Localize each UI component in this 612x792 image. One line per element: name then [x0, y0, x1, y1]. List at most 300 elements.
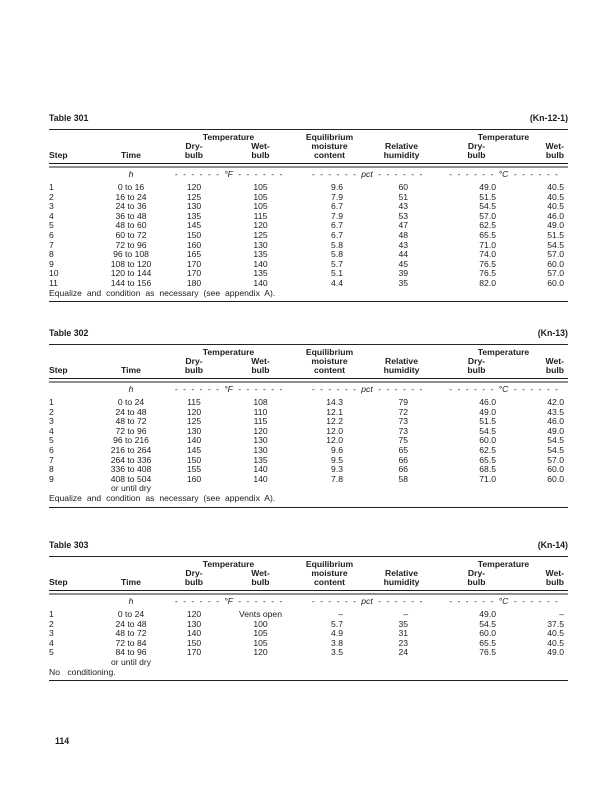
cell-emc: 12.1 [326, 406, 343, 417]
cell-rh: 43 [398, 239, 408, 250]
cell-step: 4 [49, 210, 54, 221]
header-step: Step [49, 150, 68, 160]
cell-dry-bulb-c: 54.5 [479, 618, 496, 629]
cell-dry-bulb-c: 60.0 [479, 628, 496, 639]
cell-step: 2 [49, 191, 54, 202]
cell-rh: 73 [398, 425, 408, 436]
cell-wet-bulb-f: 115 [253, 210, 268, 221]
cell-dry-bulb-c: 76.5 [479, 647, 496, 658]
header-content: content [313, 365, 346, 375]
cell-dry-bulb-c: 71.0 [479, 473, 496, 484]
cell-dry-bulb-f: 170 [186, 268, 202, 279]
cell-step: 9 [49, 258, 54, 269]
cell-time: 48 to 72 [115, 628, 147, 639]
table-body [49, 610, 568, 658]
cell-rh: 75 [398, 435, 408, 446]
header-temperature-f: Temperature [202, 347, 255, 357]
cell-step: 3 [49, 628, 54, 639]
cell-emc: 9.5 [331, 454, 343, 465]
header-relative: Relative [385, 141, 418, 151]
table-title: Table 302 [49, 328, 89, 338]
cell-wet-bulb-f: 140 [253, 258, 268, 269]
header-equilibrium: Equilibrium [305, 347, 354, 357]
table-title: Table 303 [49, 540, 89, 550]
header-time: Time [121, 365, 141, 375]
table-header [49, 348, 568, 375]
cell-wet-bulb-f: 105 [253, 201, 268, 212]
cell-step: 4 [49, 637, 54, 648]
header-temperature-c: Temperature [477, 559, 530, 569]
cell-rh: – [403, 609, 408, 619]
cell-time: 336 to 408 [110, 464, 152, 475]
cell-step: 5 [49, 435, 54, 446]
cell-wet-bulb-f: 140 [253, 277, 268, 288]
cell-rh: 66 [398, 464, 408, 475]
cell-wet-bulb-f: 120 [253, 425, 268, 436]
header-bulb-c-wet: bulb [545, 150, 564, 160]
cell-wet-bulb-f: 105 [253, 628, 268, 639]
cell-emc: 12.0 [326, 435, 343, 446]
cell-rh: 23 [398, 637, 408, 648]
cell-dry-bulb-f: 165 [186, 249, 202, 260]
header-dry-f: Dry- [185, 141, 203, 151]
cell-dry-bulb-f: 150 [186, 454, 202, 465]
cell-emc: 7.9 [331, 191, 343, 202]
header-moisture: moisture [311, 568, 348, 578]
cell-dry-bulb-f: 120 [186, 609, 202, 619]
cell-dry-bulb-f: 120 [186, 182, 202, 192]
cell-step: 8 [49, 464, 54, 475]
header-relative: Relative [385, 356, 418, 366]
rule-header [49, 590, 568, 595]
cell-rh: 60 [398, 182, 408, 192]
cell-wet-bulb-c: 60.0 [547, 277, 564, 288]
cell-rh: 48 [398, 229, 408, 240]
cell-wet-bulb-f: 105 [253, 182, 268, 192]
rule-top [49, 556, 568, 557]
cell-emc: 4.9 [331, 628, 343, 639]
header-dry-c: Dry- [467, 356, 486, 366]
unit-row [49, 170, 568, 179]
cell-time: 84 to 96 [115, 647, 147, 658]
cell-dry-bulb-c: 51.5 [479, 191, 496, 202]
cell-dry-bulb-c: 49.0 [479, 182, 496, 192]
cell-wet-bulb-f: 105 [253, 637, 268, 648]
unit-hours: h [128, 384, 134, 394]
cell-rh: 58 [398, 473, 408, 484]
cell-wet-bulb-c: 49.0 [547, 425, 564, 436]
table-title-row [49, 329, 568, 338]
cell-step: 1 [49, 609, 54, 619]
header-humidity: humidity [383, 365, 420, 375]
cell-rh: 43 [398, 201, 408, 212]
cell-rh: 66 [398, 454, 408, 465]
header-bulb-f-wet: bulb [251, 577, 270, 587]
header-time: Time [121, 577, 141, 587]
cell-wet-bulb-c: 57.0 [547, 268, 564, 279]
cell-step: 6 [49, 229, 54, 240]
cell-time: 96 to 108 [113, 249, 149, 260]
unit-fahrenheit: - - - - - - °F - - - - - - [174, 384, 283, 394]
continuation-row [49, 658, 568, 668]
cell-step: 7 [49, 239, 54, 250]
rule-header [49, 378, 568, 383]
cell-rh: 53 [398, 210, 408, 221]
cell-wet-bulb-c: 40.5 [547, 182, 564, 192]
unit-celsius: - - - - - - °C - - - - - - [449, 596, 558, 606]
cell-wet-bulb-f: 108 [253, 397, 268, 407]
rule-bottom [49, 301, 568, 302]
cell-step: 9 [49, 473, 54, 484]
cell-wet-bulb-c: 57.0 [547, 454, 564, 465]
cell-dry-bulb-c: 65.5 [479, 637, 496, 648]
header-bulb-f-wet: bulb [251, 365, 270, 375]
cell-time: 72 to 84 [115, 637, 147, 648]
cell-dry-bulb-f: 160 [186, 239, 202, 250]
header-humidity: humidity [383, 150, 420, 160]
cell-rh: 35 [398, 277, 408, 288]
cell-wet-bulb-f: 135 [253, 249, 268, 260]
cell-wet-bulb-f: 140 [253, 464, 268, 475]
header-dry-c: Dry- [467, 141, 486, 151]
cell-dry-bulb-f: 130 [186, 425, 202, 436]
unit-celsius: - - - - - - °C - - - - - - [449, 169, 558, 179]
cell-time: 0 to 24 [117, 609, 145, 619]
header-wet-c: Wet- [545, 141, 564, 151]
cell-dry-bulb-f: 150 [186, 637, 202, 648]
cell-dry-bulb-c: 82.0 [479, 277, 496, 288]
cell-dry-bulb-f: 130 [186, 201, 202, 212]
cell-step: 11 [49, 277, 58, 288]
cell-emc: 5.8 [331, 239, 343, 250]
cell-wet-bulb-f: 100 [253, 618, 268, 629]
table-footnote: No conditioning. [49, 666, 116, 677]
cell-wet-bulb-c: – [559, 609, 564, 619]
cell-dry-bulb-f: 140 [186, 628, 202, 639]
cell-rh: 72 [398, 406, 408, 417]
cell-dry-bulb-c: 62.5 [479, 220, 496, 231]
header-temperature-f: Temperature [202, 132, 255, 142]
cell-dry-bulb-c: 54.5 [479, 201, 496, 212]
cell-time: 24 to 48 [115, 406, 147, 417]
cell-dry-bulb-c: 62.5 [479, 444, 496, 455]
table-footnote: Equalize and condition as necessary (see appendix A). [49, 287, 276, 298]
cell-step: 10 [49, 268, 59, 279]
unit-hours: h [128, 596, 134, 606]
cell-rh: 47 [398, 220, 408, 231]
cell-emc: 4.4 [331, 277, 343, 288]
cell-emc: 6.7 [331, 201, 343, 212]
unit-row [49, 597, 568, 606]
cell-step: 7 [49, 454, 54, 465]
table-title-row [49, 541, 568, 550]
cell-dry-bulb-f: 150 [186, 229, 202, 240]
cell-step: 2 [49, 406, 54, 417]
header-moisture: moisture [311, 356, 348, 366]
cell-time: 24 to 36 [115, 201, 147, 212]
cell-dry-bulb-f: 125 [186, 191, 202, 202]
cell-wet-bulb-c: 51.5 [547, 229, 564, 240]
cell-time: 144 to 156 [110, 277, 152, 288]
header-bulb-f-wet: bulb [251, 150, 270, 160]
header-dry-f: Dry- [185, 356, 203, 366]
cell-wet-bulb-c: 37.5 [547, 618, 564, 629]
unit-percent: - - - - - - pct - - - - - - [311, 596, 423, 606]
cell-time: 120 to 144 [110, 268, 152, 279]
cell-wet-bulb-f: 110 [253, 406, 268, 417]
cell-emc: 6.7 [331, 229, 343, 240]
cell-dry-bulb-c: 65.5 [479, 454, 496, 465]
cell-dry-bulb-c: 76.5 [479, 258, 496, 269]
cell-emc: 9.3 [331, 464, 343, 475]
table-body [49, 398, 568, 484]
table-footnote: Equalize and condition as necessary (see appendix A). [49, 492, 276, 503]
cell-emc: 5.8 [331, 249, 343, 260]
unit-row [49, 385, 568, 394]
cell-wet-bulb-c: 43.5 [547, 406, 564, 417]
cell-wet-bulb-f: 105 [253, 191, 268, 202]
header-wet-c: Wet- [545, 568, 564, 578]
cell-emc: 9.6 [331, 182, 343, 192]
cell-emc: 7.8 [331, 473, 343, 484]
cell-wet-bulb-f: 135 [253, 454, 268, 465]
cell-dry-bulb-f: 170 [186, 647, 202, 658]
cell-dry-bulb-c: 68.5 [479, 464, 496, 475]
header-equilibrium: Equilibrium [305, 132, 354, 142]
cell-dry-bulb-c: 76.5 [479, 268, 496, 279]
cell-time: 72 to 96 [115, 239, 147, 250]
cell-emc: 9.6 [331, 444, 343, 455]
cell-time: 48 to 72 [115, 416, 147, 427]
cell-time: 36 to 48 [115, 210, 147, 221]
cell-wet-bulb-f: 130 [253, 444, 268, 455]
cell-emc: 14.3 [326, 397, 343, 407]
cell-wet-bulb-c: 60.0 [547, 258, 564, 269]
cell-wet-bulb-c: 57.0 [547, 249, 564, 260]
table-code: (Kn-13) [537, 328, 568, 338]
cell-wet-bulb-c: 40.5 [547, 191, 564, 202]
cell-wet-bulb-c: 40.5 [547, 637, 564, 648]
cell-wet-bulb-f: 130 [253, 239, 268, 250]
header-bulb-c-wet: bulb [545, 577, 564, 587]
header-step: Step [49, 577, 68, 587]
cell-wet-bulb-c: 46.0 [547, 416, 564, 427]
rule-bottom [49, 507, 568, 508]
cell-dry-bulb-f: 160 [186, 473, 202, 484]
header-bulb-c-dry: bulb [467, 365, 486, 375]
cell-step: 6 [49, 444, 54, 455]
header-relative: Relative [385, 568, 418, 578]
header-temperature-f: Temperature [202, 559, 255, 569]
header-wet-c: Wet- [545, 356, 564, 366]
rule-top [49, 344, 568, 345]
cell-dry-bulb-c: 60.0 [479, 435, 496, 446]
cell-rh: 35 [398, 618, 408, 629]
header-moisture: moisture [311, 141, 348, 151]
cell-step: 5 [49, 647, 54, 658]
cell-step: 5 [49, 220, 54, 231]
cell-dry-bulb-c: 71.0 [479, 239, 496, 250]
cell-time: 216 to 264 [110, 444, 152, 455]
table-title-row [49, 114, 568, 123]
cell-time: 264 to 336 [110, 454, 152, 465]
cell-dry-bulb-f: 125 [186, 416, 202, 427]
cell-emc: 12.0 [326, 425, 343, 436]
unit-fahrenheit: - - - - - - °F - - - - - - [174, 596, 283, 606]
cell-dry-bulb-f: 140 [186, 435, 202, 446]
cell-wet-bulb-c: 60.0 [547, 473, 564, 484]
table-301 [49, 114, 568, 302]
cell-dry-bulb-f: 120 [186, 406, 202, 417]
table-302 [49, 329, 568, 508]
cell-time: 408 to 504 [110, 473, 152, 484]
cell-time: 96 to 216 [113, 435, 149, 446]
cell-rh: 79 [398, 397, 408, 407]
cell-rh: 65 [398, 444, 408, 455]
cell-step: 1 [49, 397, 54, 407]
cell-dry-bulb-c: 49.0 [479, 406, 496, 417]
unit-hours: h [128, 169, 134, 179]
cell-wet-bulb-f: 125 [253, 229, 268, 240]
cell-dry-bulb-f: 180 [186, 277, 202, 288]
cell-rh: 24 [398, 647, 408, 658]
cell-step: 1 [49, 182, 54, 192]
header-time: Time [121, 150, 141, 160]
cell-time: 0 to 24 [117, 397, 145, 407]
cell-wet-bulb-c: 40.5 [547, 628, 564, 639]
header-bulb-f-dry: bulb [184, 150, 204, 160]
cell-dry-bulb-c: 54.5 [479, 425, 496, 436]
header-bulb-f-dry: bulb [184, 365, 204, 375]
cell-rh: 45 [398, 258, 408, 269]
cell-dry-bulb-f: 130 [186, 618, 202, 629]
cell-wet-bulb-c: 40.5 [547, 201, 564, 212]
rule-bottom [49, 680, 568, 681]
header-bulb-c-dry: bulb [467, 577, 486, 587]
cell-wet-bulb-c: 49.0 [547, 220, 564, 231]
cell-dry-bulb-f: 145 [186, 444, 202, 455]
header-dry-f: Dry- [185, 568, 203, 578]
table-body [49, 183, 568, 289]
cell-dry-bulb-f: 115 [187, 397, 201, 407]
cell-rh: 44 [398, 249, 408, 260]
cell-wet-bulb-c: 54.5 [547, 239, 564, 250]
cell-step: 3 [49, 201, 54, 212]
cell-emc: 5.7 [331, 618, 343, 629]
cell-step: 2 [49, 618, 54, 629]
cell-step: 8 [49, 249, 54, 260]
cell-time: 48 to 60 [115, 220, 147, 231]
page-number: 114 [55, 736, 70, 746]
header-wet-f: Wet- [251, 141, 270, 151]
cell-dry-bulb-f: 135 [186, 210, 202, 221]
cell-emc: 12.2 [326, 416, 343, 427]
cell-continuation: or until dry [110, 483, 152, 494]
cell-dry-bulb-c: 49.0 [479, 609, 496, 619]
cell-rh: 31 [398, 628, 408, 639]
cell-wet-bulb-f: 115 [253, 416, 268, 427]
cell-wet-bulb-f: 120 [253, 220, 268, 231]
header-wet-f: Wet- [251, 356, 270, 366]
cell-wet-bulb-c: 42.0 [547, 397, 564, 407]
rule-top [49, 129, 568, 130]
cell-emc: 5.7 [331, 258, 343, 269]
cell-time: 108 to 120 [110, 258, 152, 269]
cell-rh: 39 [398, 268, 408, 279]
cell-time: 60 to 72 [115, 229, 147, 240]
header-temperature-c: Temperature [477, 132, 530, 142]
cell-emc: 3.5 [331, 647, 343, 658]
table-code: (Kn-12-1) [529, 113, 568, 123]
header-dry-c: Dry- [467, 568, 486, 578]
cell-wet-bulb-c: 49.0 [547, 647, 564, 658]
cell-rh: 51 [398, 191, 408, 202]
cell-emc: 3.8 [331, 637, 343, 648]
cell-wet-bulb-f: Vents open [238, 609, 282, 619]
cell-emc: 7.9 [331, 210, 343, 221]
header-content: content [313, 577, 346, 587]
table-code: (Kn-14) [537, 540, 568, 550]
header-humidity: humidity [383, 577, 420, 587]
cell-time: 72 to 96 [115, 425, 147, 436]
cell-dry-bulb-c: 51.5 [479, 416, 496, 427]
cell-step: 4 [49, 425, 54, 436]
header-step: Step [49, 365, 68, 375]
cell-wet-bulb-c: 54.5 [547, 444, 564, 455]
unit-fahrenheit: - - - - - - °F - - - - - - [174, 169, 283, 179]
cell-wet-bulb-f: 135 [253, 268, 268, 279]
cell-dry-bulb-c: 57.0 [479, 210, 496, 221]
cell-wet-bulb-c: 46.0 [547, 210, 564, 221]
table-header [49, 560, 568, 587]
cell-wet-bulb-f: 130 [253, 435, 268, 446]
cell-continuation: or until dry [110, 656, 152, 667]
cell-rh: 73 [398, 416, 408, 427]
cell-dry-bulb-c: 46.0 [479, 397, 496, 407]
table-303 [49, 541, 568, 681]
cell-wet-bulb-f: 120 [253, 647, 268, 658]
header-bulb-c-wet: bulb [545, 365, 564, 375]
cell-time: 0 to 16 [117, 182, 145, 192]
header-temperature-c: Temperature [477, 347, 530, 357]
table-header [49, 133, 568, 160]
cell-dry-bulb-f: 170 [186, 258, 202, 269]
cell-time: 16 to 24 [115, 191, 147, 202]
header-bulb-c-dry: bulb [467, 150, 486, 160]
header-wet-f: Wet- [251, 568, 270, 578]
cell-wet-bulb-c: 60.0 [547, 464, 564, 475]
cell-dry-bulb-f: 155 [186, 464, 202, 475]
table-title: Table 301 [49, 113, 89, 123]
unit-percent: - - - - - - pct - - - - - - [311, 169, 423, 179]
unit-percent: - - - - - - pct - - - - - - [311, 384, 423, 394]
cell-dry-bulb-c: 74.0 [479, 249, 496, 260]
cell-dry-bulb-f: 145 [186, 220, 202, 231]
cell-step: 3 [49, 416, 54, 427]
header-bulb-f-dry: bulb [184, 577, 204, 587]
header-equilibrium: Equilibrium [305, 559, 354, 569]
cell-emc: – [338, 609, 343, 619]
cell-dry-bulb-c: 65.5 [479, 229, 496, 240]
header-content: content [313, 150, 346, 160]
cell-wet-bulb-f: 140 [253, 473, 268, 484]
rule-header [49, 163, 568, 168]
cell-emc: 5.1 [331, 268, 343, 279]
unit-celsius: - - - - - - °C - - - - - - [449, 384, 558, 394]
cell-wet-bulb-c: 54.5 [547, 435, 564, 446]
cell-emc: 6.7 [331, 220, 343, 231]
cell-time: 24 to 48 [115, 618, 147, 629]
